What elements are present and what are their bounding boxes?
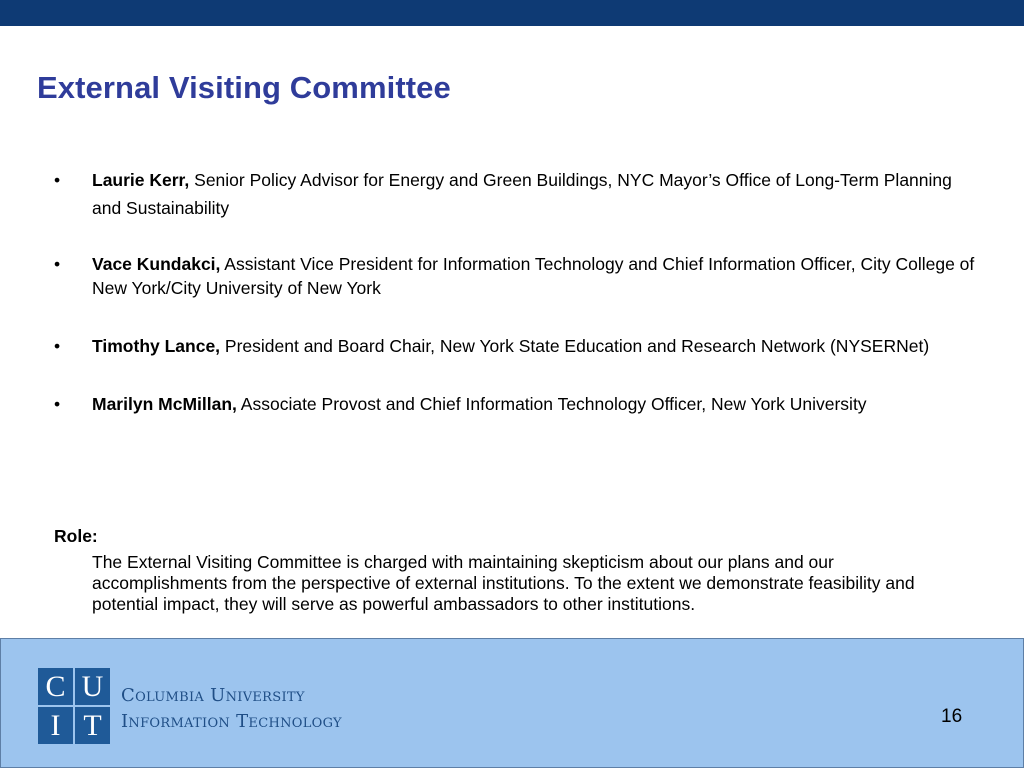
member-item	[54, 334, 984, 358]
member-name: Marilyn McMillan,	[92, 394, 237, 414]
logo-line-university: Columbia University	[121, 685, 305, 706]
member-name: Vace Kundakci,	[92, 254, 221, 274]
logo-wordmark	[121, 683, 342, 735]
slide-title: External Visiting Committee	[37, 70, 451, 105]
member-description: Associate Provost and Chief Information Technology Officer, New York University	[236, 394, 867, 414]
member-description: Assistant Vice President for Information Technology and Chief Information Officer, City College of New York/City University of New York	[92, 254, 975, 298]
logo-line-it: Information Technology	[121, 711, 342, 732]
cuit-logo	[38, 668, 110, 744]
bullet-marker: •	[54, 170, 61, 190]
member-item	[54, 166, 984, 222]
bullet-marker: •	[54, 254, 61, 274]
logo-letter-u: U	[75, 668, 110, 705]
member-name: Timothy Lance,	[92, 336, 221, 356]
bullet-marker: •	[54, 336, 61, 356]
member-name: Laurie Kerr,	[92, 170, 190, 190]
top-bar	[0, 0, 1024, 26]
member-item	[54, 252, 984, 300]
logo-letter-i: I	[38, 707, 73, 744]
member-list	[54, 166, 984, 450]
logo-letter-t: T	[75, 707, 110, 744]
page-number: 16	[941, 706, 963, 727]
logo-letter-c: C	[38, 668, 73, 705]
bullet-marker: •	[54, 394, 61, 414]
member-description: Senior Policy Advisor for Energy and Green Buildings, NYC Mayor’s Office of Long-Term Planning and Sustainability	[92, 170, 952, 218]
member-description: President and Board Chair, New York State Education and Research Network (NYSERNet)	[220, 336, 930, 356]
footer	[0, 638, 1024, 768]
role-text: The External Visiting Committee is charged with maintaining skepticism about our plans and our accomplishments from the perspective of external institutions. To the extent we demonstrate feasibility and potential impact, they will serve as powerful ambassadors to other institutions.	[92, 552, 915, 614]
role-heading: Role:	[54, 526, 98, 546]
member-item	[54, 392, 984, 416]
